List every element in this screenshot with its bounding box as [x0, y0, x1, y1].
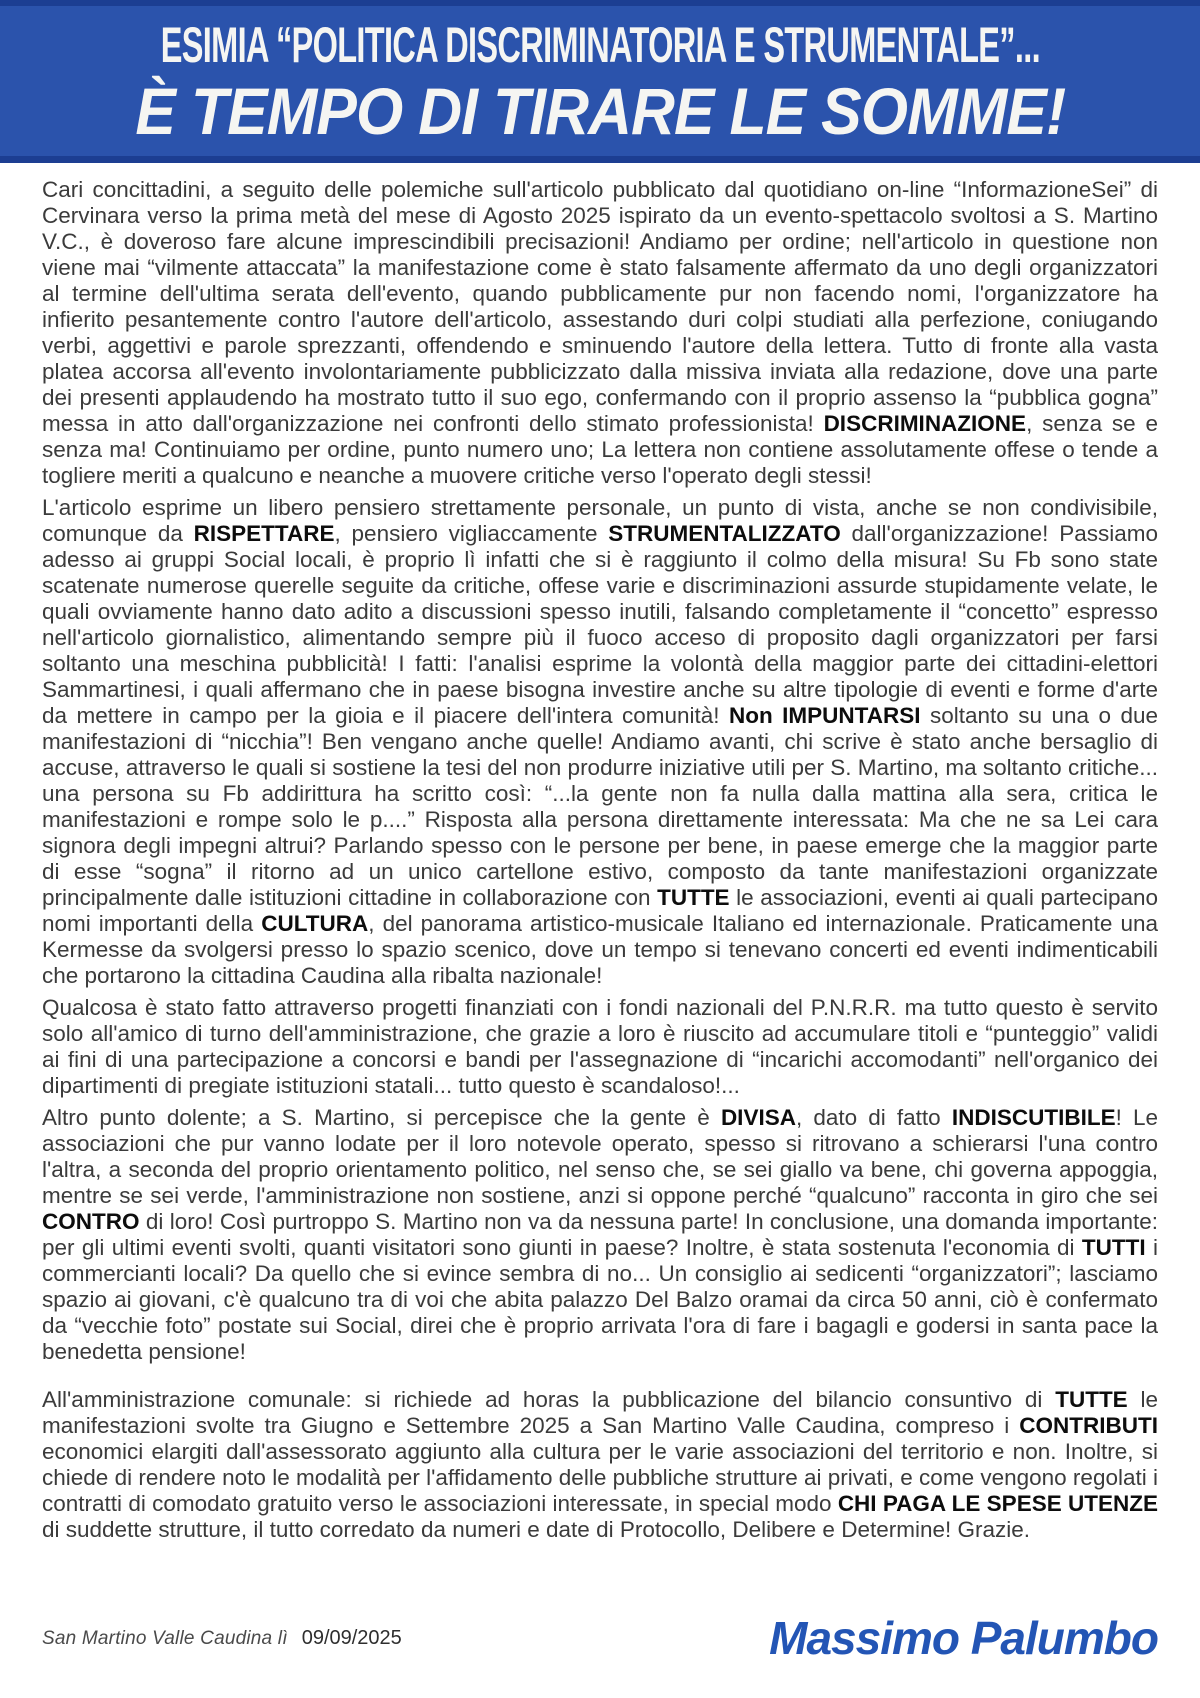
body-text: di suddette strutture, il tutto corredato da numeri e date di Protocollo, Delibere e Determine! Grazie. — [42, 1517, 1031, 1542]
paragraph — [42, 1387, 1158, 1543]
emphasized-text: CONTRO — [42, 1209, 140, 1234]
emphasized-text: DISCRIMINAZIONE — [823, 411, 1027, 436]
emphasized-text: CULTURA — [261, 911, 369, 936]
body-text: Altro punto dolente; a S. Martino, si percepisce che la gente è — [42, 1105, 721, 1130]
emphasized-text: INDISCUTIBILE — [951, 1105, 1116, 1130]
paragraph — [42, 995, 1158, 1099]
emphasized-text: TUTTI — [1081, 1235, 1146, 1260]
signature: Massimo Palumbo — [769, 1612, 1158, 1664]
body-text: le manifestazioni svolte tra Giugno e Settembre 2025 a San Martino Valle Caudina, compreso i — [42, 1387, 1158, 1438]
banner-title-line1: ESIMIA “POLITICA DISCRIMINATORIA E STRUMENTALE”... — [160, 17, 1040, 73]
body-text: soltanto su una o due manifestazioni di “nicchia”! Ben vengano anche quelle! Andiamo avanti, chi scrive è stato anche bersaglio di accuse, attraverso le quali si sostiene la tesi del non produrre iniziative utili per S. Martino, ma soltanto critiche... una persona su Fb addirittura ha scritto così: “...la gente non fa nulla dalla mattina alla sera, critica le manifestazioni e rompe solo le p....” Risposta alla persona direttamente interessata: Ma che ne sa Lei cara signora degli impegni altrui? Parlando spesso con le persone per bene, in paese emerge che la maggior parte di esse “sogna” il ritorno ad un unico cartellone estivo, composto da tante manifestazioni organizzate principalmente dalle istituzioni cittadine in collaborazione con — [42, 703, 1158, 910]
emphasized-text: CONTRIBUTI — [1019, 1413, 1158, 1438]
body-text: Cari concittadini, a seguito delle polemiche sull'articolo pubblicato dal quotidiano on-line “InformazioneSei” di Cervinara verso la prima metà del mese di Agosto 2025 ispirato da un evento-spettacolo svoltosi a S. Martino V.C., è doveroso fare alcune imprescindibili precisazioni! Andiamo per ordine; nell'articolo in questione non viene mai “vilmente attaccata” la manifestazione come è stato falsamente affermato da uno degli organizzatori al termine dell'ultima serata dell'evento, quando pubblicamente pur non facendo nomi, l'organizzatore ha infierito pesantemente contro l'autore dell'articolo, assestando duri colpi studiati alla perfezione, coniugando verbi, aggettivi e parole sprezzanti, offendendo e sminuendo l'autore della lettera. Tutto di fronte alla vasta platea accorsa all'evento involontariamente pubblicizzato dalla missiva inviata alla redazione, dove una parte dei presenti applaudendo ha mostrato tutto il suo ego, confermando con il proprio assenso la “pubblica gogna” messa in atto dall'organizzazione nei confronti dello stimato professionista! — [42, 177, 1158, 436]
body-text: Qualcosa è stato fatto attraverso progetti finanziati con i fondi nazionali del P.N.R.R. ma tutto questo è servito solo all'amico di turno dell'amministrazione, che grazie a loro è riuscito ad accumulare titoli e “punteggio” validi ai fini di una partecipazione a concorsi e bandi per l'assegnazione di “incarichi accomodanti” nell'organico dei dipartimenti di pregiate istituzioni statali... tutto questo è scandaloso!... — [42, 995, 1158, 1098]
body-text: , del panorama artistico-musicale Italiano ed internazionale. Praticamente una Kermesse da svolgersi presso lo spazio scenico, dove un tempo si tenevano concerti ed eventi indimenticabili che portarono la cittadina Caudina alla ribalta nazionale! — [42, 911, 1158, 988]
banner-title-line2: È TEMPO DI TIRARE LE SOMME! — [135, 74, 1065, 148]
emphasized-text: CHI PAGA LE SPESE UTENZE — [837, 1491, 1158, 1516]
body-text: , dato di fatto — [795, 1105, 952, 1130]
body-text: , senza se e senza ma! Continuiamo per ordine, punto numero uno; La lettera non contiene assolutamente offese o tende a togliere meriti a qualcuno e neanche a muovere critiche verso l'operato degli stessi! — [42, 411, 1159, 488]
footer — [42, 1606, 1158, 1670]
date-value: 09/09/2025 — [301, 1626, 402, 1649]
body-text: All'amministrazione comunale: si richiede ad horas la pubblicazione del bilancio consuntivo di — [42, 1387, 1056, 1412]
paragraph — [42, 495, 1158, 989]
paragraph — [42, 1105, 1158, 1365]
body-text: economici elargiti dall'assessorato aggiunto alla cultura per le varie associazioni del territorio e non. Inoltre, si chiede di rendere noto le modalità per l'affidamento delle pubbliche strutture ai privati, e come vengono regolati i contratti di comodato gratuito verso le associazioni interessate, in special modo — [42, 1439, 1158, 1516]
place-label: San Martino Valle Caudina lì — [42, 1627, 288, 1649]
body-text: le associazioni, eventi ai quali partecipano nomi importanti della — [42, 885, 1158, 936]
emphasized-text: RISPETTARE — [193, 521, 335, 546]
body-text: i commercianti locali? Da quello che si evince sembra di no... Un consiglio ai sedicenti “organizzatori”; lasciamo spazio ai giovani, c'è qualcuno tra di voi che abita palazzo Del Balzo oramai da circa 50 anni, ciò è confermato da “vecchie foto” postate sui Social, direi che è proprio arrivata l'ora di fare i bagagli e godersi in santa pace la benedetta pensione! — [42, 1235, 1158, 1364]
body-text: L'articolo esprime un libero pensiero strettamente personale, un punto di vista, anche se non condivisibile, comunque da — [42, 495, 1158, 546]
body-text: dall'organizzazione! Passiamo adesso ai gruppi Social locali, è proprio lì infatti che si è raggiunto il colmo della misura! Su Fb sono state scatenate numerose querelle seguite da critiche, offese varie e discriminazioni assurde stupidamente velate, le quali ovviamente hanno dato adito a discussioni spesso inutili, falsando completamente il “concetto” espresso nell'articolo giornalistico, alimentando sempre più il fuoco acceso di proposito dagli organizzatori per farsi soltanto una meschina pubblicità! I fatti: l'analisi esprime la volontà della maggior parte dei cittadini-elettori Sammartinesi, i quali affermano che in paese bisogna investire anche su altre tipologie di eventi e forme d'arte da mettere in campo per la gioia e il piacere dell'intera comunità! — [42, 521, 1158, 728]
emphasized-text: DIVISA — [720, 1105, 796, 1130]
emphasized-text: TUTTE — [1055, 1387, 1128, 1412]
article-body — [0, 163, 1200, 1543]
paragraph — [42, 177, 1158, 489]
emphasized-text: TUTTE — [657, 885, 730, 910]
body-text: di loro! Così purtroppo S. Martino non va da nessuna parte! In conclusione, una domanda importante: per gli ultimi eventi svolti, quanti visitatori sono giunti in paese? Inoltre, è stata sostenuta l'economia di — [42, 1209, 1158, 1260]
emphasized-text: Non IMPUNTARSI — [728, 703, 921, 728]
body-text: ! Le associazioni che pur vanno lodate per il loro notevole operato, spesso si ritrovano a schierarsi l'una contro l'altra, a seconda del proprio orientamento politico, nel senso che, se sei giallo va bene, chi governa appoggia, mentre se sei verde, l'amministrazione non sostiene, anzi si oppone perché “qualcuno” racconta in giro che sei — [42, 1105, 1159, 1208]
banner — [0, 0, 1200, 163]
footer-dateline — [42, 1627, 402, 1650]
body-text: , pensiero vigliaccamente — [334, 521, 609, 546]
emphasized-text: STRUMENTALIZZATO — [608, 521, 841, 546]
